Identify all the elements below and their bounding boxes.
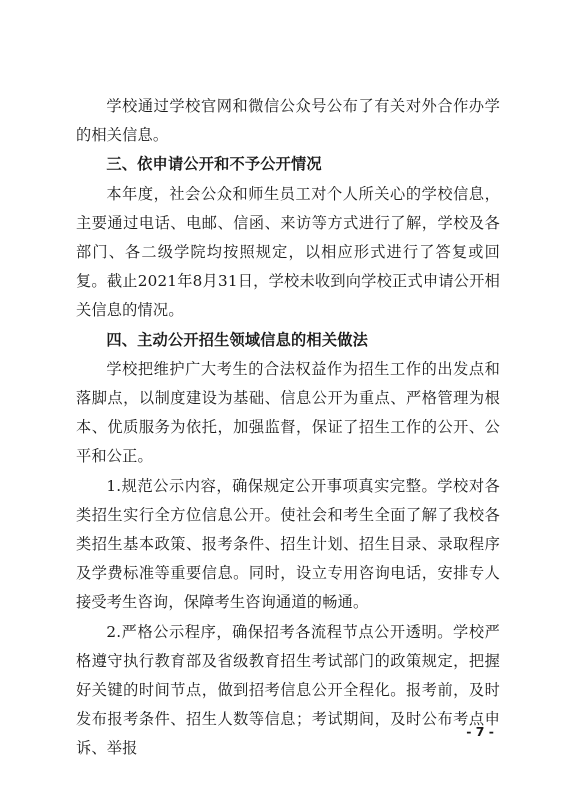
paragraph-cooperation-info: 学校通过学校官网和微信公众号公布了有关对外合作办学的相关信息。 <box>76 97 500 145</box>
section-heading-4: 四、主动公开招生领域信息的相关做法 <box>106 330 368 349</box>
paragraph-item-1: 1.规范公示内容，确保规定公开事项真实完整。学校对各类招生实行全方位信息公开。使社会和考生全面了解了我校各类招生基本政策、报考条件、招生计划、招生目录、录取程序及学费标准等重要信息。同时，设立专用咨询电话，安排专人接受考生咨询，保障考生咨询通道的畅通。 <box>76 476 500 612</box>
page-number: - 7 - <box>466 724 494 739</box>
paragraph-application-disclosure: 本年度，社会公众和师生员工对个人所关心的学校信息，主要通过电话、电邮、信函、来访等方式进行了解，学校及各部门、各二级学院均按照规定，以相应形式进行了答复或回复。截止2021年8月31日，学校未收到向学校正式申请公开相关信息的情况。 <box>76 184 500 320</box>
document-body <box>76 92 500 764</box>
paragraph-admission-principles: 学校把维护广大考生的合法权益作为招生工作的出发点和落脚点，以制度建设为基础、信息公开为重点、严格管理为根本、优质服务为依托，加强监督，保证了招生工作的公开、公平和公正。 <box>76 359 500 466</box>
section-heading-3: 三、依申请公开和不予公开情况 <box>106 155 322 174</box>
paragraph-item-2: 2.严格公示程序，确保招考各流程节点公开透明。学校严格遵守执行教育部及省级教育招生考试部门的政策规定，把握好关键的时间节点，做到招考信息公开全程化。报考前，及时发布报考条件、招生人数等信息；考试期间，及时公布考点申诉、举报 <box>76 622 500 758</box>
